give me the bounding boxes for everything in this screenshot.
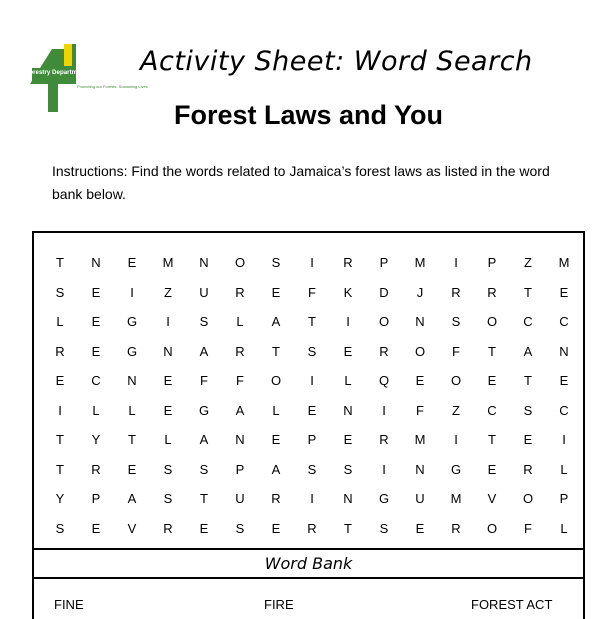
grid-letter[interactable]: L [344, 373, 352, 389]
grid-letter[interactable]: T [272, 343, 280, 359]
grid-letter[interactable]: N [343, 491, 353, 507]
grid-letter[interactable]: R [55, 343, 65, 359]
grid-letter[interactable]: Z [452, 402, 460, 418]
grid-letter[interactable]: N [559, 343, 569, 359]
grid-letter[interactable]: R [307, 520, 317, 536]
grid-letter[interactable]: E [91, 343, 101, 359]
grid-letter[interactable]: F [308, 284, 316, 300]
grid-letter[interactable]: E [127, 255, 137, 271]
grid-letter[interactable]: I [166, 314, 170, 330]
grid-letter[interactable]: Y [91, 432, 101, 448]
grid-letter[interactable]: Z [524, 255, 532, 271]
grid-letter[interactable]: C [487, 402, 497, 418]
grid-letter[interactable]: P [91, 491, 101, 507]
grid-letter[interactable]: A [235, 402, 245, 418]
grid-letter[interactable]: I [310, 373, 314, 389]
grid-letter[interactable]: A [127, 491, 137, 507]
grid-letter[interactable]: S [199, 461, 209, 477]
grid-letter[interactable]: R [163, 520, 173, 536]
grid-letter[interactable]: I [310, 255, 314, 271]
grid-letter[interactable]: D [379, 284, 389, 300]
sheet-title: Activity Sheet: Word Search [140, 46, 533, 77]
grid-letter[interactable]: O [414, 343, 426, 359]
grid-letter[interactable]: E [163, 402, 173, 418]
grid-letter[interactable]: U [199, 284, 209, 300]
grid-letter[interactable]: N [91, 255, 101, 271]
grid-letter[interactable]: L [92, 402, 100, 418]
grid-letter[interactable]: N [415, 314, 425, 330]
grid-letter[interactable]: E [271, 284, 281, 300]
grid-letter[interactable]: I [382, 461, 386, 477]
grid-letter[interactable]: N [415, 461, 425, 477]
logo-tagline-text: Protecting our Forests: Sustaining Lives [77, 84, 148, 89]
grid-letter[interactable]: F [452, 343, 460, 359]
grid-letter[interactable]: O [486, 314, 498, 330]
logo-title: Forestry Department [25, 69, 87, 76]
grid-letter[interactable]: P [307, 432, 317, 448]
grid-row [42, 484, 582, 514]
grid-letter[interactable]: A [271, 461, 281, 477]
grid-letter[interactable]: E [199, 520, 209, 536]
grid-letter[interactable]: P [235, 461, 245, 477]
grid-letter[interactable]: F [524, 520, 532, 536]
grid-letter[interactable]: R [487, 284, 497, 300]
grid-letter[interactable]: E [559, 284, 569, 300]
grid-letter[interactable]: R [523, 461, 533, 477]
grid-letter[interactable]: V [127, 520, 137, 536]
grid-letter[interactable]: L [236, 314, 244, 330]
word-bank-item: FIRE [264, 597, 294, 612]
grid-letter[interactable]: S [379, 520, 389, 536]
grid-letter[interactable]: A [271, 314, 281, 330]
grid-letter[interactable]: G [126, 314, 138, 330]
grid-letter[interactable]: F [236, 373, 244, 389]
grid-letter[interactable]: U [415, 491, 425, 507]
grid-letter[interactable]: O [450, 373, 462, 389]
word-bank-header: Word Bank [32, 548, 585, 579]
grid-letter[interactable]: M [414, 432, 426, 448]
grid-letter[interactable]: E [271, 432, 281, 448]
grid-letter[interactable]: G [450, 461, 462, 477]
grid-letter[interactable]: C [91, 373, 101, 389]
grid-letter[interactable]: L [272, 402, 280, 418]
grid-row [42, 425, 582, 455]
grid-letter[interactable]: R [379, 432, 389, 448]
grid-letter[interactable]: I [310, 491, 314, 507]
grid-letter[interactable]: J [416, 284, 424, 300]
grid-letter[interactable]: I [58, 402, 62, 418]
grid-letter[interactable]: S [55, 284, 65, 300]
grid-letter[interactable]: T [56, 432, 64, 448]
grid-letter[interactable]: T [524, 373, 532, 389]
grid-letter[interactable]: M [450, 491, 462, 507]
grid-letter[interactable]: S [451, 314, 461, 330]
grid-letter[interactable]: E [91, 520, 101, 536]
grid-letter[interactable]: I [562, 432, 566, 448]
grid-letter[interactable]: E [343, 432, 353, 448]
word-search-grid [42, 248, 582, 543]
grid-letter[interactable]: P [379, 255, 389, 271]
grid-letter[interactable]: I [382, 402, 386, 418]
grid-letter[interactable]: L [560, 520, 568, 536]
grid-letter[interactable]: Y [55, 491, 65, 507]
grid-letter[interactable]: V [487, 491, 497, 507]
grid-letter[interactable]: O [234, 255, 246, 271]
grid-letter[interactable]: S [163, 461, 173, 477]
grid-letter[interactable]: I [454, 255, 458, 271]
grid-letter[interactable]: R [235, 343, 245, 359]
grid-letter[interactable]: Q [378, 373, 390, 389]
grid-letter[interactable]: T [488, 432, 496, 448]
grid-letter[interactable]: T [56, 255, 64, 271]
instructions-text: Instructions: Find the words related to Jamaica’s forest laws as listed in the word bank below. [52, 163, 550, 202]
grid-letter[interactable]: R [271, 491, 281, 507]
grid-letter[interactable]: O [486, 520, 498, 536]
grid-row [42, 396, 582, 426]
grid-letter[interactable]: I [454, 432, 458, 448]
grid-row [42, 366, 582, 396]
grid-row [42, 307, 582, 337]
word-bank-list [32, 579, 585, 619]
grid-letter[interactable]: C [559, 314, 569, 330]
grid-row [42, 278, 582, 308]
logo-yellow-bar [64, 44, 72, 66]
grid-letter[interactable]: O [270, 373, 282, 389]
grid-letter[interactable]: F [416, 402, 424, 418]
grid-letter[interactable]: E [487, 373, 497, 389]
grid-letter[interactable]: G [126, 343, 138, 359]
grid-letter[interactable]: N [199, 255, 209, 271]
grid-letter[interactable]: E [163, 373, 173, 389]
grid-letter[interactable]: S [235, 520, 245, 536]
grid-letter[interactable]: S [271, 255, 281, 271]
grid-letter[interactable]: R [91, 461, 101, 477]
grid-letter[interactable]: Z [164, 284, 172, 300]
word-bank-item: FOREST ACT [471, 597, 553, 612]
grid-letter[interactable]: S [307, 343, 317, 359]
grid-letter[interactable]: E [55, 373, 65, 389]
grid-letter[interactable]: F [200, 373, 208, 389]
grid-row [42, 337, 582, 367]
grid-letter[interactable]: K [343, 284, 353, 300]
grid-letter[interactable]: E [91, 314, 101, 330]
grid-letter[interactable]: P [559, 491, 569, 507]
grid-letter[interactable]: R [379, 343, 389, 359]
grid-letter[interactable]: M [414, 255, 426, 271]
page-title: Forest Laws and You [173, 100, 444, 130]
word-bank-item: FINE [54, 597, 84, 612]
grid-letter[interactable]: O [522, 491, 534, 507]
grid-letter[interactable]: P [487, 255, 497, 271]
grid-letter[interactable]: L [128, 402, 136, 418]
grid-letter[interactable]: I [346, 314, 350, 330]
grid-letter[interactable]: A [199, 432, 209, 448]
grid-letter[interactable]: S [523, 402, 533, 418]
logo-tagline [77, 84, 148, 89]
grid-letter[interactable]: A [199, 343, 209, 359]
grid-letter[interactable]: S [199, 314, 209, 330]
grid-letter[interactable]: N [127, 373, 137, 389]
grid-row [42, 248, 582, 278]
grid-letter[interactable]: C [523, 314, 533, 330]
grid-letter[interactable]: C [559, 402, 569, 418]
grid-letter[interactable]: L [56, 314, 64, 330]
grid-letter[interactable]: S [307, 461, 317, 477]
grid-letter[interactable]: T [524, 284, 532, 300]
grid-letter[interactable]: R [451, 284, 461, 300]
grid-letter[interactable]: A [523, 343, 533, 359]
grid-letter[interactable]: U [235, 491, 245, 507]
grid-row [42, 514, 582, 544]
grid-letter[interactable]: E [415, 373, 425, 389]
grid-letter[interactable]: N [163, 343, 173, 359]
grid-letter[interactable]: S [343, 461, 353, 477]
grid-letter[interactable]: T [128, 432, 136, 448]
grid-letter[interactable]: T [308, 314, 316, 330]
grid-letter[interactable]: E [271, 520, 281, 536]
grid-letter[interactable]: S [163, 491, 173, 507]
grid-letter[interactable]: E [415, 520, 425, 536]
grid-letter[interactable]: E [91, 284, 101, 300]
grid-letter[interactable]: N [235, 432, 245, 448]
grid-letter[interactable]: R [343, 255, 353, 271]
grid-letter[interactable]: E [343, 343, 353, 359]
grid-letter[interactable]: T [200, 491, 208, 507]
grid-letter[interactable]: T [488, 343, 496, 359]
grid-row [42, 455, 582, 485]
grid-letter[interactable]: O [378, 314, 390, 330]
grid-letter[interactable]: T [56, 461, 64, 477]
grid-letter[interactable]: E [307, 402, 317, 418]
grid-letter[interactable]: G [378, 491, 390, 507]
word-search-box [32, 231, 585, 551]
grid-letter[interactable]: G [198, 402, 210, 418]
grid-letter[interactable]: M [162, 255, 174, 271]
grid-letter[interactable]: L [164, 432, 172, 448]
grid-letter[interactable]: E [487, 461, 497, 477]
grid-letter[interactable]: S [55, 520, 65, 536]
grid-letter[interactable]: E [523, 432, 533, 448]
grid-letter[interactable]: R [451, 520, 461, 536]
grid-letter[interactable]: I [130, 284, 134, 300]
grid-letter[interactable]: T [344, 520, 352, 536]
grid-letter[interactable]: N [343, 402, 353, 418]
grid-letter[interactable]: E [559, 373, 569, 389]
grid-letter[interactable]: M [558, 255, 570, 271]
grid-letter[interactable]: E [127, 461, 137, 477]
grid-letter[interactable]: R [235, 284, 245, 300]
grid-letter[interactable]: L [560, 461, 568, 477]
